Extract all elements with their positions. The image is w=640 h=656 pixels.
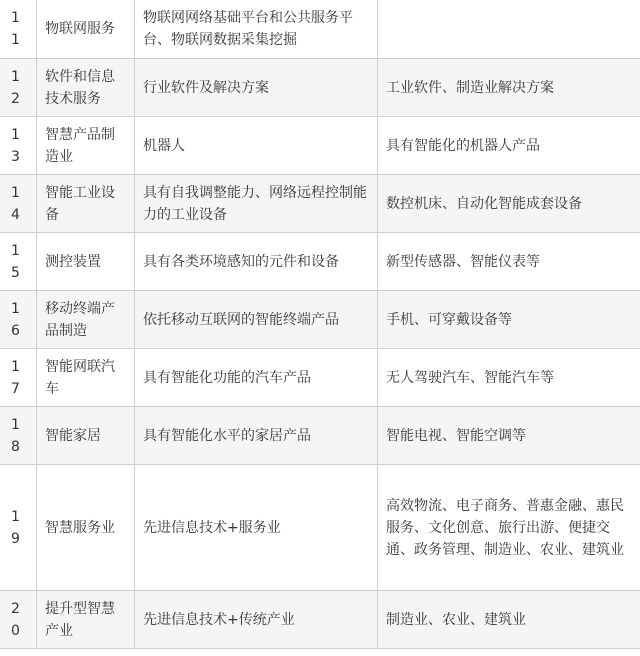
examples-cell bbox=[378, 0, 640, 59]
row-number-digit: 1 bbox=[11, 10, 20, 26]
row-number bbox=[0, 175, 37, 233]
table-row bbox=[0, 465, 640, 591]
row-number bbox=[0, 465, 37, 591]
row-number-digit: 2 bbox=[11, 90, 20, 107]
row-number-digit: 3 bbox=[11, 148, 20, 165]
description-cell: 具有智能化水平的家居产品 bbox=[135, 407, 378, 465]
row-number bbox=[0, 291, 37, 349]
row-number-digit: 5 bbox=[11, 264, 20, 281]
description-cell: 具有各类环境感知的元件和设备 bbox=[135, 233, 378, 291]
table-row bbox=[0, 59, 640, 117]
row-number-digit: 0 bbox=[11, 622, 20, 639]
table-row bbox=[0, 175, 640, 233]
description-cell: 依托移动互联网的智能终端产品 bbox=[135, 291, 378, 349]
table-row bbox=[0, 407, 640, 465]
table-row bbox=[0, 117, 640, 175]
table-row bbox=[0, 233, 640, 291]
description-cell: 先进信息技术+服务业 bbox=[135, 465, 378, 591]
table-row bbox=[0, 291, 640, 349]
description-cell: 具有智能化功能的汽车产品 bbox=[135, 349, 378, 407]
row-number-digit: 6 bbox=[11, 322, 20, 339]
row-number-digit: 1 bbox=[11, 32, 20, 48]
examples-cell: 手机、可穿戴设备等 bbox=[378, 291, 640, 349]
row-number bbox=[0, 117, 37, 175]
industry-cell: 智能家居 bbox=[37, 407, 135, 465]
industry-cell: 智慧产品制造业 bbox=[37, 117, 135, 175]
row-number bbox=[0, 59, 37, 117]
row-number bbox=[0, 407, 37, 465]
row-number bbox=[0, 591, 37, 649]
table-row bbox=[0, 349, 640, 407]
row-number-digit: 1 bbox=[11, 508, 20, 525]
row-number-digit: 1 bbox=[11, 68, 20, 85]
description-cell: 物联网网络基础平台和公共服务平台、物联网数据采集挖掘 bbox=[135, 0, 378, 59]
examples-cell: 具有智能化的机器人产品 bbox=[378, 117, 640, 175]
row-number-digit: 1 bbox=[11, 184, 20, 201]
examples-cell: 新型传感器、智能仪表等 bbox=[378, 233, 640, 291]
description-cell: 机器人 bbox=[135, 117, 378, 175]
industry-cell: 提升型智慧产业 bbox=[37, 591, 135, 649]
row-number-digit: 8 bbox=[11, 438, 20, 455]
examples-cell: 工业软件、制造业解决方案 bbox=[378, 59, 640, 117]
examples-cell: 无人驾驶汽车、智能汽车等 bbox=[378, 349, 640, 407]
examples-cell: 数控机床、自动化智能成套设备 bbox=[378, 175, 640, 233]
industry-cell: 移动终端产品制造 bbox=[37, 291, 135, 349]
row-number-digit: 1 bbox=[11, 300, 20, 317]
industry-cell: 软件和信息技术服务 bbox=[37, 59, 135, 117]
industry-cell: 智慧服务业 bbox=[37, 465, 135, 591]
examples-cell: 高效物流、电子商务、普惠金融、惠民服务、文化创意、旅行出游、便捷交通、政务管理、制造业、农业、建筑业 bbox=[378, 465, 640, 591]
description-cell: 行业软件及解决方案 bbox=[135, 59, 378, 117]
row-number-digit: 1 bbox=[11, 242, 20, 259]
row-number-digit: 1 bbox=[11, 358, 20, 375]
industry-cell: 测控装置 bbox=[37, 233, 135, 291]
row-number bbox=[0, 349, 37, 407]
row-number bbox=[0, 0, 37, 59]
description-cell: 具有自我调整能力、网络远程控制能力的工业设备 bbox=[135, 175, 378, 233]
industry-cell: 智能网联汽车 bbox=[37, 349, 135, 407]
table-row bbox=[0, 591, 640, 649]
row-number-digit: 1 bbox=[11, 126, 20, 143]
table-row bbox=[0, 0, 640, 59]
row-number-digit: 7 bbox=[11, 380, 20, 397]
description-cell: 先进信息技术+传统产业 bbox=[135, 591, 378, 649]
examples-cell: 制造业、农业、建筑业 bbox=[378, 591, 640, 649]
row-number-digit: 1 bbox=[11, 416, 20, 433]
industry-cell: 物联网服务 bbox=[37, 0, 135, 59]
row-number-digit: 9 bbox=[11, 530, 20, 547]
row-number-digit: 2 bbox=[11, 600, 20, 617]
examples-cell: 智能电视、智能空调等 bbox=[378, 407, 640, 465]
row-number bbox=[0, 233, 37, 291]
row-number-digit: 4 bbox=[11, 206, 20, 223]
industry-cell: 智能工业设备 bbox=[37, 175, 135, 233]
